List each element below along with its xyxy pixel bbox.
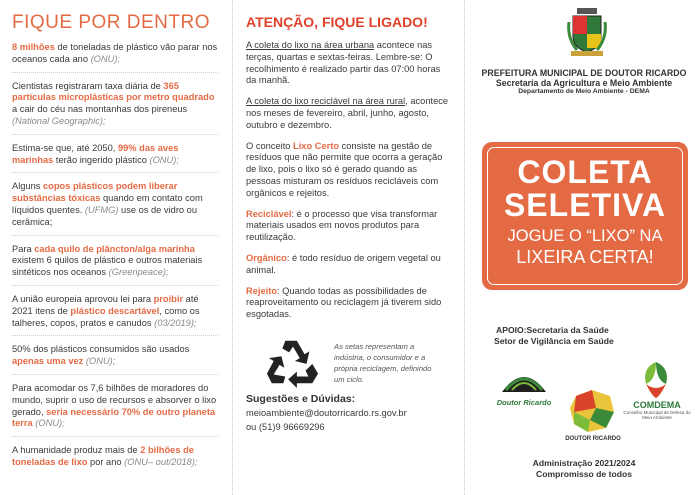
contact-phone: ou (51)9 96669296	[246, 421, 325, 432]
administration-block: Administração 2021/2024 Compromisso de todos	[532, 458, 636, 479]
organico-definition: Orgânico: é todo resíduo de origem vegetal ou animal.	[246, 252, 441, 275]
apoio-block: APOIO:Secretaria da Saúde Setor de Vigilância em Saúde	[494, 325, 614, 346]
banner-title-line2: SELETIVA	[503, 187, 667, 223]
lixo-certo-paragraph: O conceito Lixo Certo consiste na gestão de resíduos que não permite que ocorra a geração de lixo, pois o lixo só é gerado quando as pessoas misturam os resíduos recicláveis com orgânicos e rejeitos.	[246, 140, 443, 198]
comdema-logo-text: COMDEMA	[633, 400, 681, 410]
rural-collection-paragraph: A coleta do lixo reciclável na área rural, acontece nos meses de fevereiro, abril, junho, agosto, outubro e dezembro.	[246, 96, 449, 130]
fact-item: Alguns copos plásticos podem liberar substâncias tóxicas quando em contato com líquidos quentes. (UFMG) use os de vidro ou cerâmica;	[12, 181, 218, 235]
fact-item: Estima-se que, até 2050, 99% das aves marinhas terão ingerido plástico (ONU);	[12, 143, 218, 174]
comdema-logo-subtext: Conselho Municipal de Defesa do Meio Ambiente	[623, 410, 691, 420]
fact-item: Para acomodar os 7,6 bilhões de moradores do mundo, suprir o uso de recursos e absorver o lixo gerado, seria necessário 70% de outro planeta terra (ONU);	[12, 383, 218, 437]
doutor-ricardo-logo-text: Doutor Ricardo	[496, 398, 552, 407]
cover-column	[468, 0, 700, 495]
fact-item: A união europeia aprovou lei para proibir até 2021 itens de plástico descartável, como os talheres, copos, pratos e canudos (03/2019);	[12, 294, 218, 336]
banner-subtitle-line1: JOGUE O “LIXO” NA	[507, 227, 663, 245]
recycle-block	[246, 331, 450, 389]
fact-item: 8 milhões de toneladas de plástico vão parar nos oceanos cada ano (ONU);	[12, 42, 218, 73]
banner-title-line1: COLETA	[517, 154, 653, 190]
secretaria-name: Secretaria da Agricultura e Meio Ambiente	[495, 78, 673, 88]
info-column	[238, 0, 458, 495]
fact-item: Cientistas registraram taxa diária de 365 partículas microplásticas por metro quadrado a cair do céu nas montanhas dos pireneus (National Geographic);	[12, 81, 218, 135]
prefeitura-name: PREFEITURA MUNICIPAL DE DOUTOR RICARDO	[481, 68, 687, 78]
rejeito-definition: Rejeito: Quando todas as possibilidades de reaproveitamento ou reciclagem já tiverem sido esgotadas.	[246, 285, 442, 320]
facts-list	[12, 42, 218, 475]
reciclavel-definition: Reciclável: é o processo que visa transformar materiais usados em novos produtos para reutilização.	[246, 208, 438, 243]
departamento-name: Departamento de Meio Ambiente - DEMA	[518, 88, 650, 95]
column-divider-2	[464, 0, 465, 495]
facts-column	[0, 0, 228, 495]
contact-heading: Sugestões e Dúvidas:	[246, 392, 356, 405]
fact-item: 50% dos plásticos consumidos são usados apenas uma vez (ONU);	[12, 344, 218, 375]
doutor-ricardo-map-logo	[566, 388, 618, 434]
contact-email[interactable]: meioambiente@doutorricardo.rs.gov.br	[246, 407, 407, 418]
fact-item: Para cada quilo de plâncton/alga marinha existem 6 quilos de plástico e outros materiais sintéticos nos oceanos (Greenpeace);	[12, 244, 218, 286]
recycle-note: As setas representam a indústria, o consumidor e a própria reciclagem, definindo um ciclo.	[334, 341, 432, 384]
doutor-ricardo-caption: DOUTOR RICARDO	[565, 436, 621, 442]
info-heading: ATENÇÃO, FIQUE LIGADO!	[246, 14, 428, 30]
banner-subtitle-line2: LIXEIRA CERTA!	[516, 247, 654, 267]
prefeitura-block	[468, 68, 700, 95]
fact-item: A humanidade produz mais de 2 bilhões de toneladas de lixo por ano (ONU– out/2018);	[12, 445, 198, 467]
column-divider	[232, 0, 233, 495]
recycle-icon	[264, 335, 322, 389]
urban-collection-paragraph: A coleta do lixo na área urbana acontece nas terças, quartas e sextas-feiras. Lembre-se: O recolhimento é realizado partir das 07:00 horas da manhã.	[246, 40, 441, 86]
coleta-seletiva-banner	[482, 142, 688, 290]
municipal-crest-icon	[567, 8, 607, 58]
facts-heading: FIQUE POR DENTRO	[12, 12, 211, 33]
